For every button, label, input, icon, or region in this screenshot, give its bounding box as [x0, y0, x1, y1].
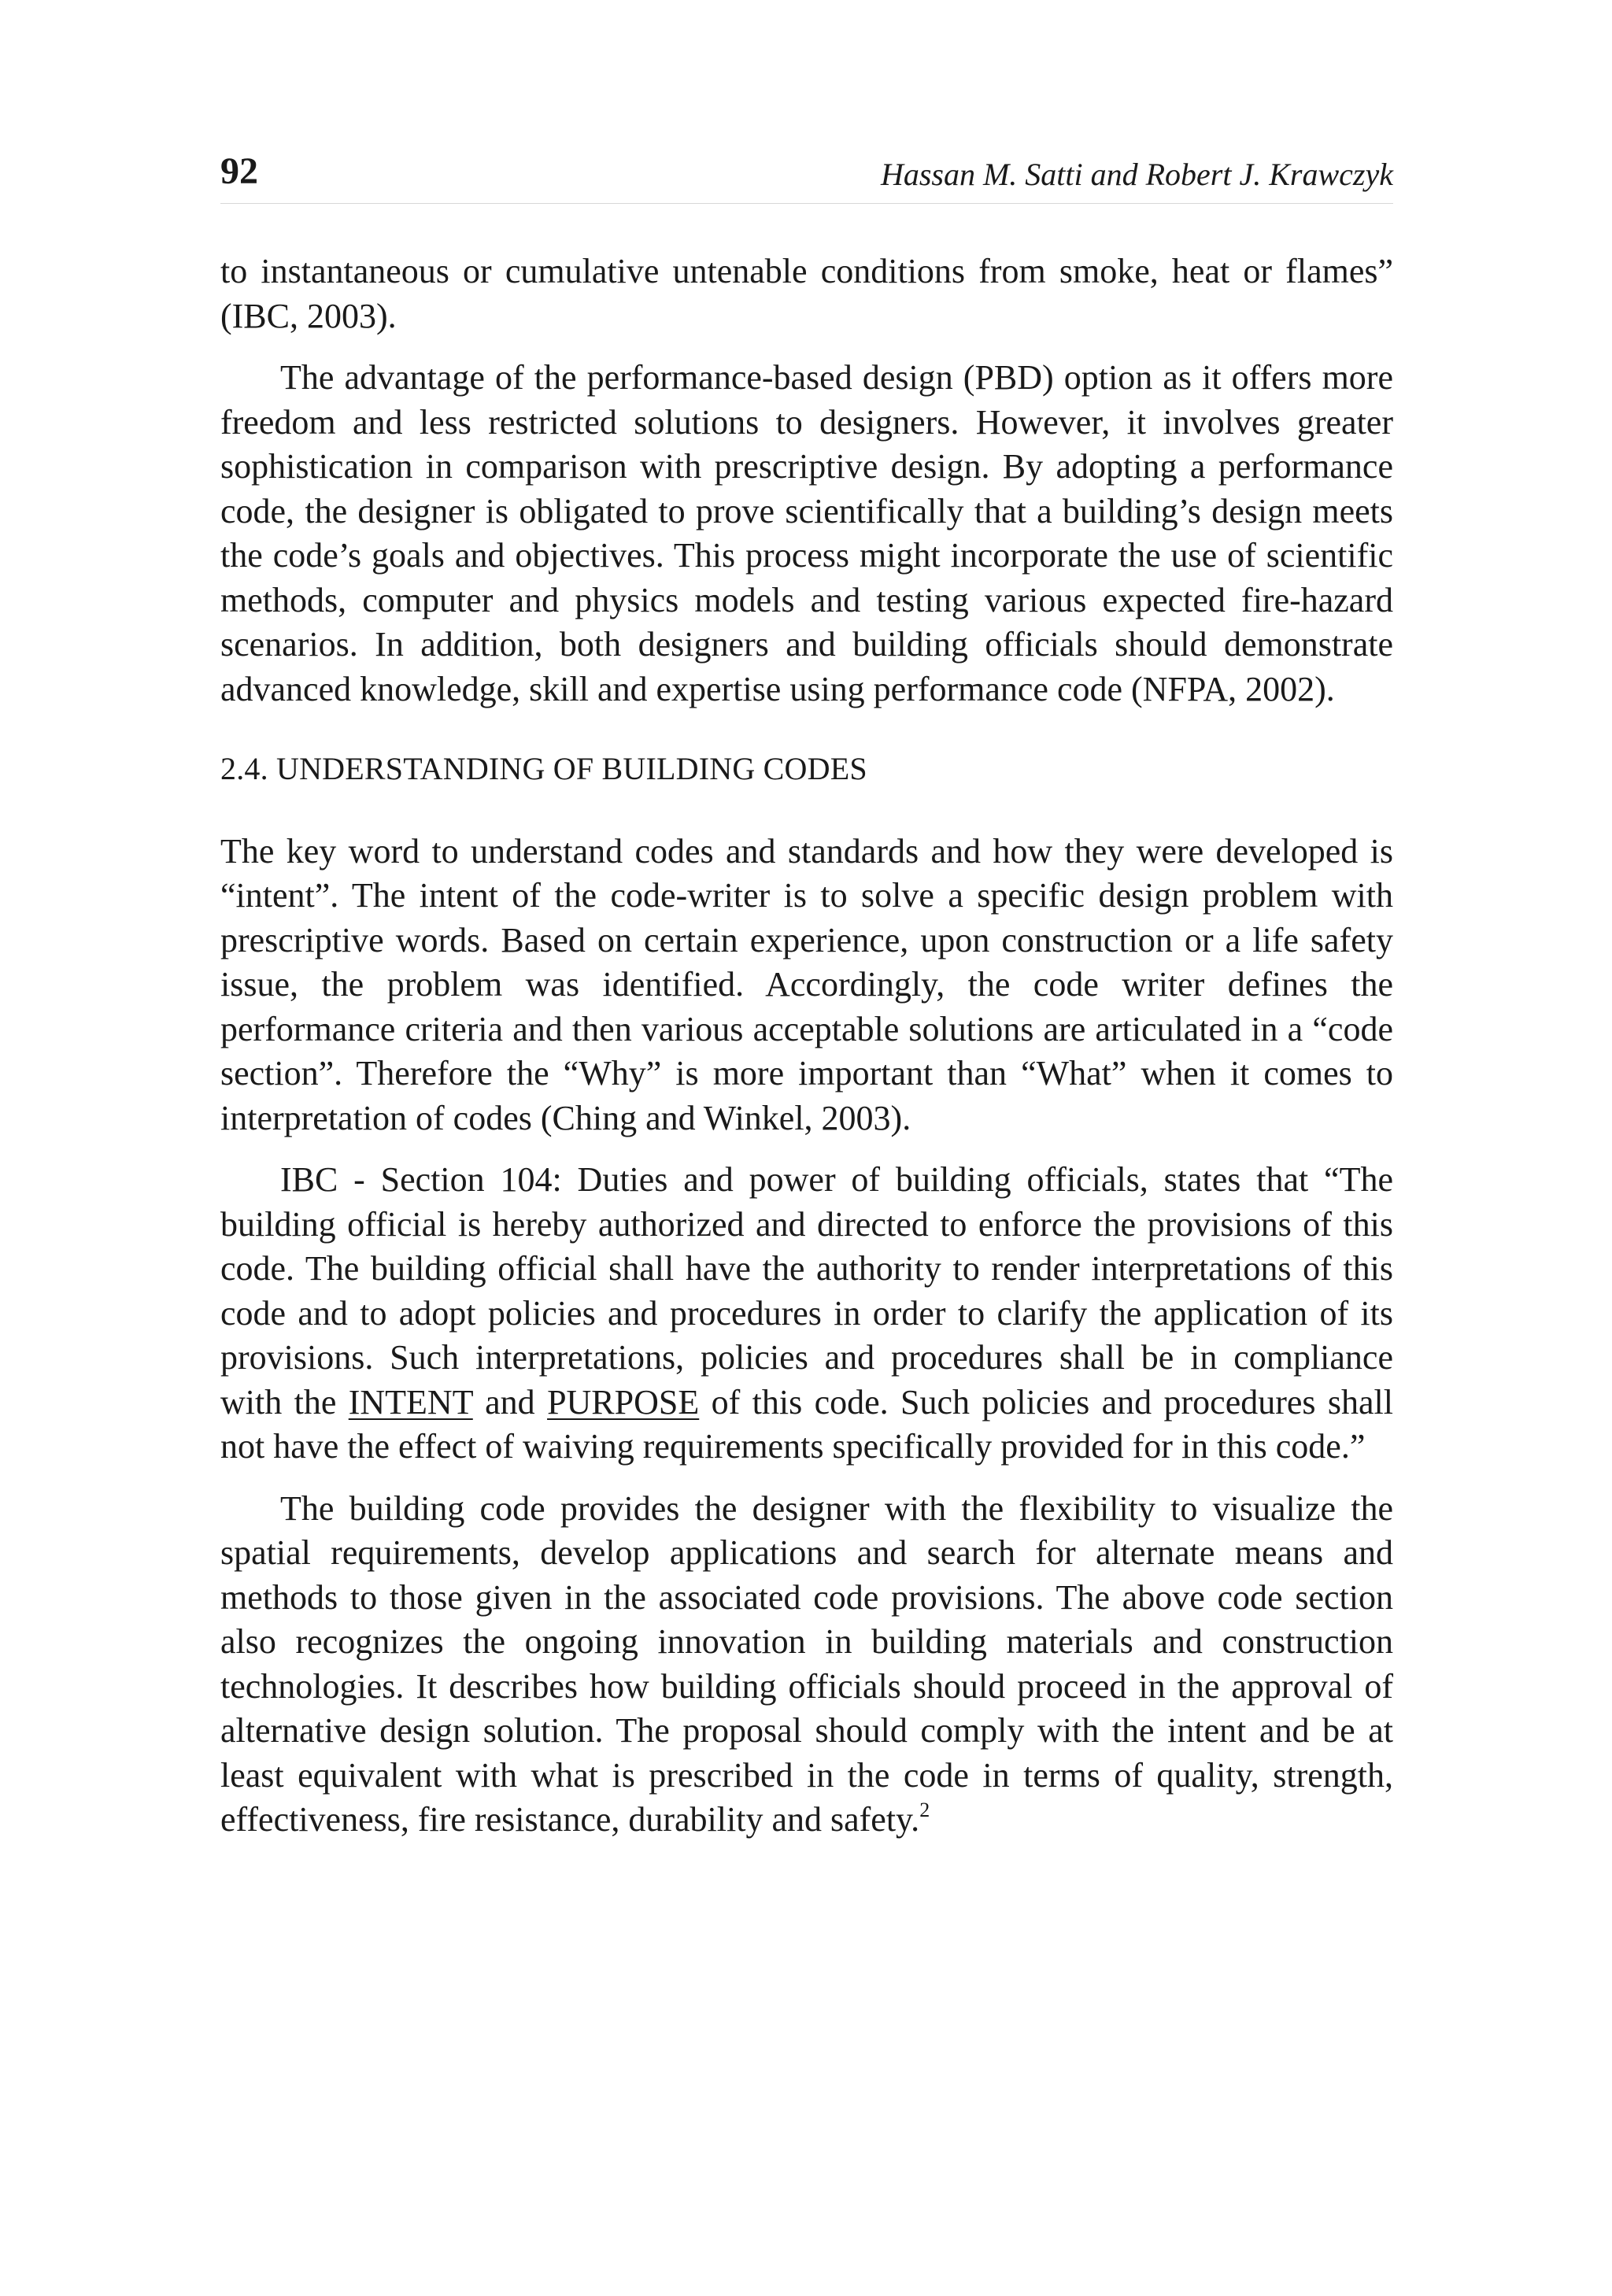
ibc-text-after-purpose: of this code. Such policies and procedures shall not have the effect of waiving requirements specifically provided for in this code.” — [220, 1382, 1394, 1466]
section-heading: 2.4. UNDERSTANDING OF BUILDING CODES — [220, 751, 867, 786]
intent-emphasis: INTENT — [348, 1382, 473, 1422]
paragraph-continued: to instantaneous or cumulative untenable conditions from smoke, heat or flames” (IBC, 2003). — [220, 252, 1393, 335]
page-number: 92 — [220, 150, 258, 192]
paragraph-ibc-section-104 — [220, 1158, 1393, 1470]
footnote-ref-2[interactable]: 2 — [919, 1799, 930, 1821]
flexibility-text: The building code provides the designer with the flexibility to visualize the spatial requirements, develop applications and search for alternate means and methods to those given in the associated code provisions. The above code section also recognizes the ongoing innovation in building materials and construction technologies. It describes how building officials should proceed in the approval of alternative design solution. The proposal should comply with the intent and be at least equivalent with what is prescribed in the code in terms of quality, strength, effectiveness, fire resistance, durability and safety. — [220, 1488, 1393, 1839]
ibc-text-and: and — [472, 1382, 548, 1422]
paragraph-performance-based-design: The advantage of the performance-based design (PBD) option as it offers more freedom and less restricted solutions to designers. However, it involves greater sophistication in comparison with prescriptive design. By adopting a performance code, the designer is obligated to prove scientifically that a building’s design meets the code’s goals and objectives. This process might incorporate the use of scientific methods, computer and physics models and testing various expected fire-hazard scenarios. In addition, both designers and building officials should demonstrate advanced knowledge, skill and expertise using performance code (NFPA, 2002). — [220, 358, 1393, 708]
purpose-emphasis: PURPOSE — [547, 1382, 700, 1422]
paragraph-intent: The key word to understand codes and standards and how they were developed is “intent”. The intent of the code-writer is to solve a specific design problem with prescriptive words. Based on certain experience, upon construction or a life safety issue, the problem was identified. Accordingly, the code writer defines the performance criteria and then various acceptable solutions are articulated in a “code section”. Therefore the “Why” is more important than “What” when it comes to interpretation of codes (Ching and Winkel, 2003). — [220, 831, 1393, 1137]
header-authors: Hassan M. Satti and Robert J. Krawczyk — [880, 157, 1393, 192]
running-header — [220, 148, 1393, 204]
paragraph-flexibility — [220, 1487, 1393, 1843]
ibc-text-before-intent: IBC - Section 104: Duties and power of building officials, states that “The building official is hereby authorized and directed to enforce the provisions of this code. The building official shall have the authority to render interpretations of this code and to adopt policies and procedures in order to clarify the application of its provisions. Such interpretations, policies and procedures shall be in compliance with the — [220, 1160, 1393, 1422]
body-text — [220, 250, 1393, 1843]
